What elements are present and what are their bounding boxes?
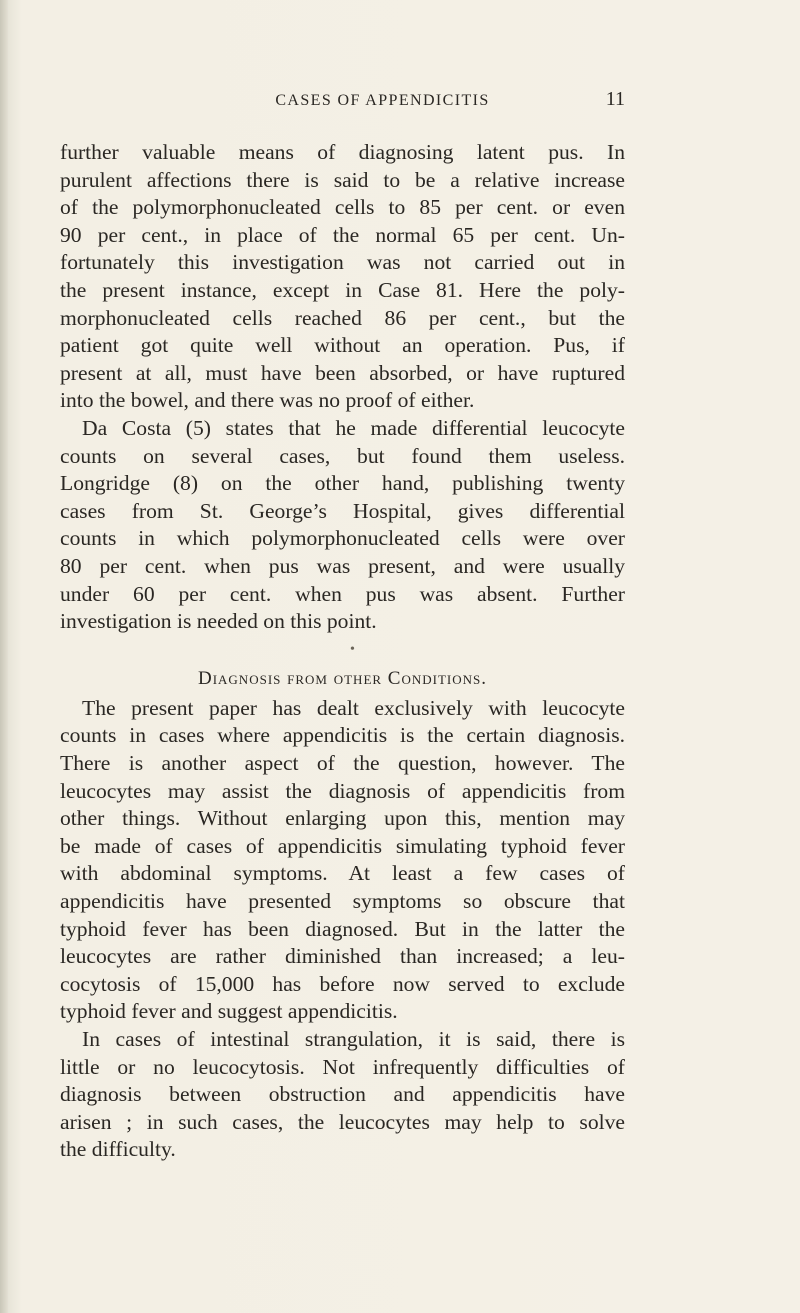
text-line: into the bowel, and there was no proof of either. <box>60 388 475 413</box>
text-line: investigation is needed on this point. <box>60 609 377 634</box>
text-line: Longridge (8) on the other hand, publishing twenty <box>60 471 625 496</box>
section-heading: Diagnosis from other Conditions. <box>197 668 487 690</box>
text-line: purulent affections there is said to be a relative increase <box>60 167 625 192</box>
paragraph-da-costa <box>60 415 625 636</box>
text-line: typhoid fever and suggest appendicitis. <box>60 999 398 1024</box>
text-line: patient got quite well without an operation. Pus, if <box>60 333 625 358</box>
text-line: counts in which polymorphonucleated cells were over <box>60 526 625 551</box>
text-line: leucocytes are rather diminished than increased; a leu- <box>60 944 625 969</box>
paragraph-pus-diagnosis <box>60 139 625 415</box>
text-line: fortunately this investigation was not carried out in <box>60 250 625 275</box>
text-line: under 60 per cent. when pus was absent. Further <box>60 581 625 606</box>
text-line: of the polymorphonucleated cells to 85 per cent. or even <box>60 195 625 220</box>
text-line: typhoid fever has been diagnosed. But in the latter the <box>60 916 625 941</box>
text-line: arisen ; in such cases, the leucocytes may help to solve <box>60 1109 625 1134</box>
text-line: with abdominal symptoms. At least a few cases of <box>60 861 625 886</box>
text-line: further valuable means of diagnosing latent pus. In <box>60 140 625 164</box>
text-line: In cases of intestinal strangulation, it is said, there is <box>82 1027 625 1051</box>
text-line: Da Costa (5) states that he made differential leucocyte <box>82 415 625 440</box>
text-line: other things. Without enlarging upon this, mention may <box>60 806 625 831</box>
running-head <box>140 88 625 114</box>
text-line: 90 per cent., in place of the normal 65 per cent. Un- <box>60 222 625 247</box>
text-line: cocytosis of 15,000 has before now served to exclude <box>60 971 625 996</box>
page-gutter-shadow <box>0 0 8 1313</box>
text-line: leucocytes may assist the diagnosis of appendicitis from <box>60 778 625 803</box>
text-line: There is another aspect of the question, however. The <box>60 751 625 776</box>
page-number: 11 <box>605 88 625 110</box>
paragraph-strangulation <box>60 1026 625 1164</box>
paragraph-present-paper <box>60 695 625 1026</box>
text-line: the present instance, except in Case 81. Here the poly- <box>60 277 625 302</box>
body-text <box>60 139 625 1164</box>
text-line: 80 per cent. when pus was present, and were usually <box>60 553 625 578</box>
text-line: cases from St. George’s Hospital, gives differential <box>60 498 625 523</box>
text-line: appendicitis have presented symptoms so obscure that <box>60 889 625 914</box>
text-line: present at all, must have been absorbed, or have ruptured <box>60 360 625 385</box>
ornament-mark: • <box>350 641 355 657</box>
text-line: little or no leucocytosis. Not infrequently difficulties of <box>60 1054 625 1079</box>
text-line: counts in cases where appendicitis is the certain diagnosis. <box>60 723 625 748</box>
text-line: morphonucleated cells reached 86 per cent., but the <box>60 305 625 330</box>
running-title: CASES OF APPENDICITIS <box>275 92 490 109</box>
text-line: be made of cases of appendicitis simulating typhoid fever <box>60 833 625 858</box>
text-line: counts on several cases, but found them useless. <box>60 443 625 468</box>
text-line: diagnosis between obstruction and appendicitis have <box>60 1082 625 1107</box>
text-line: The present paper has dealt exclusively with leucocyte <box>82 695 625 720</box>
text-line: the difficulty. <box>60 1137 176 1162</box>
